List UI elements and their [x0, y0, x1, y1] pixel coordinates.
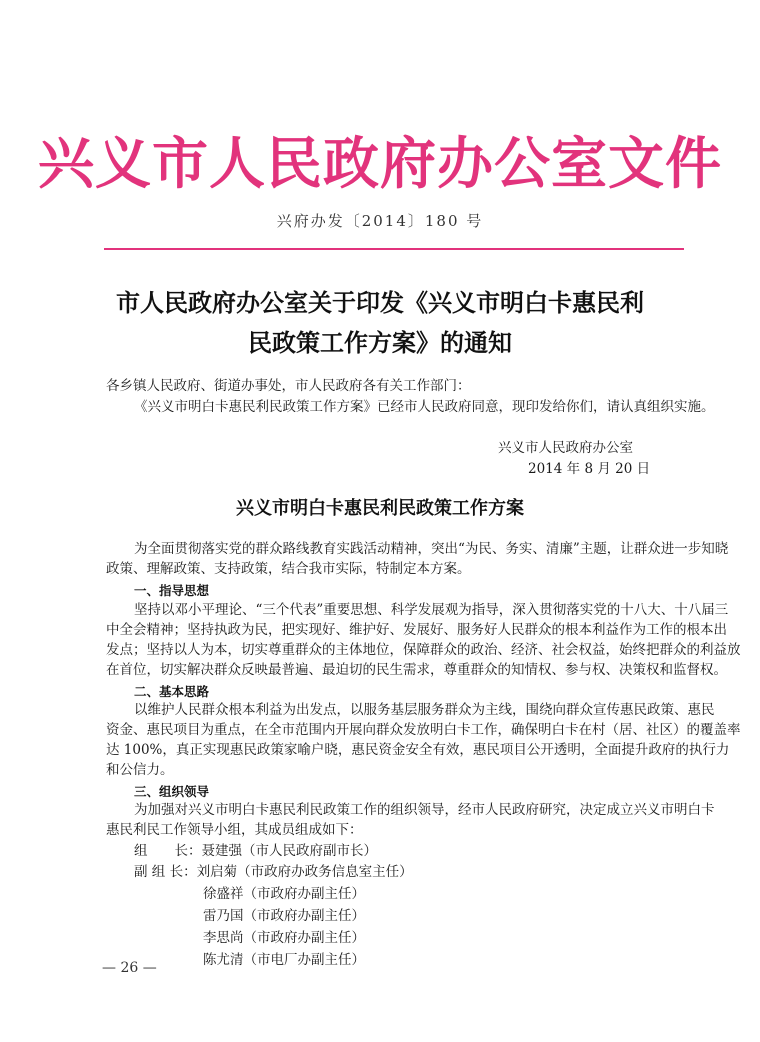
body-line: 资金、惠民项目为重点，在全市范围内开展向群众发放明白卡工作，确保明白卡在村（居、社区）的覆盖率	[106, 722, 741, 738]
section-heading: 一、指导思想	[134, 583, 210, 598]
body-line: 中全会精神；坚持执政为民，把实现好、维护好、发展好、服务好人民群众的根本利益作为工作的根本出	[106, 622, 727, 638]
intro-line: 为全面贯彻落实党的群众路线教育实践活动精神，突出“为民、务实、清廉”主题，让群众进一步知晓	[134, 541, 729, 557]
body-line: 和公信力。	[106, 762, 174, 778]
document-number: 兴府办发〔2014〕180 号	[276, 212, 484, 230]
issue-date: 2014 年 8 月 20 日	[528, 461, 651, 477]
body-line: 为加强对兴义市明白卡惠民利民政策工作的组织领导，经市人民政府研究，决定成立兴义市明白卡	[134, 802, 715, 818]
member-line: 徐盛祥（市政府办副主任）	[203, 886, 365, 902]
red-divider	[104, 248, 684, 250]
issuer: 兴义市人民政府办公室	[498, 440, 633, 456]
plan-title: 兴义市明白卡惠民利民政策工作方案	[236, 498, 524, 519]
body-line: 发点；坚持以人为本，切实尊重群众的主体地位，保障群众的政治、经济、社会权益，始终把群众的利益放	[106, 642, 741, 658]
member-line: 雷乃国（市政府办副主任）	[203, 908, 365, 924]
notice-body: 《兴义市明白卡惠民利民政策工作方案》已经市人民政府同意，现印发给你们，请认真组织实施。	[134, 399, 715, 415]
section-heading: 二、基本思路	[134, 684, 210, 699]
member-line: 陈尤清（市电厂办副主任）	[203, 952, 365, 968]
body-line: 达 100%，真正实现惠民政策家喻户晓，惠民资金安全有效，惠民项目公开透明，全面提升政府的执行力	[106, 742, 730, 758]
notice-title-line2: 民政策工作方案》的通知	[248, 328, 512, 357]
body-line: 以维护人民群众根本利益为出发点，以服务基层服务群众为主线，围绕向群众宣传惠民政策、惠民	[134, 702, 715, 718]
page-number: — 26 —	[102, 960, 157, 976]
notice-title	[80, 283, 680, 363]
notice-title-line1: 市人民政府办公室关于印发《兴义市明白卡惠民利	[116, 288, 644, 317]
member-line: 李思尚（市政府办副主任）	[203, 930, 365, 946]
addressee: 各乡镇人民政府、街道办事处，市人民政府各有关工作部门：	[106, 378, 471, 394]
body-line: 坚持以邓小平理论、“三个代表”重要思想、科学发展观为指导，深入贯彻落实党的十八大、十八届三	[134, 602, 729, 618]
member-line: 组 长：聂建强（市人民政府副市长）	[134, 843, 377, 859]
body-line: 在首位，切实解决群众反映最普遍、最迫切的民生需求，尊重群众的知情权、参与权、决策权和监督权。	[106, 662, 727, 678]
section-heading: 三、组织领导	[134, 784, 210, 799]
member-line: 副 组 长：刘启菊（市政府办政务信息室主任）	[134, 864, 413, 880]
masthead-title: 兴义市人民政府办公室文件	[38, 131, 722, 197]
intro-line: 政策、理解政策、支持政策，结合我市实际，特制定本方案。	[106, 561, 471, 577]
body-line: 惠民利民工作领导小组，其成员组成如下：	[106, 822, 363, 838]
